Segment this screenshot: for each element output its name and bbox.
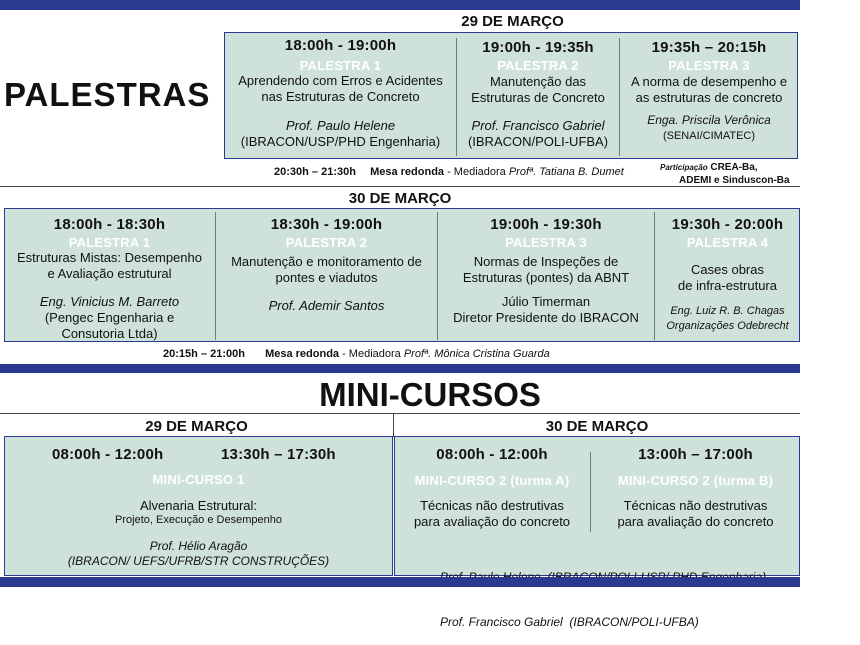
speaker-line: (IBRACON/ UEFS/UFRB/STR CONSTRUÇÕES) (67, 554, 330, 568)
speaker-line: Diretor Presidente do IBRACON (453, 310, 639, 325)
speaker-line: Júlio Timerman (501, 294, 591, 309)
talk-title (216, 254, 437, 286)
palestras-day2-talk-4 (655, 216, 800, 334)
palestras-day1-date: 29 DE MARÇO (461, 13, 564, 30)
participation-text-2: ADEMI e Sinduscon-Ba (679, 175, 790, 186)
talk-label: PALESTRA 1 (299, 58, 382, 73)
palestras-day2-date: 30 DE MARÇO (348, 190, 452, 207)
palestras-heading: PALESTRAS (4, 76, 211, 113)
title-line: A norma de desempenho e (630, 74, 788, 89)
title-line: as estruturas de concreto (635, 90, 783, 105)
title-line: de infra-estrutura (678, 278, 777, 293)
talk-time: 19:00h - 19:35h (482, 39, 594, 56)
round-table-time: 20:30h – 21:30h (274, 166, 356, 178)
talk-speaker (216, 298, 437, 314)
round-table-name: Mesa redonda (265, 348, 340, 360)
course-label: MINI-CURSO 2 (turma A) (414, 473, 570, 488)
title-line: Técnicas não destrutivas (420, 498, 564, 513)
course-title (394, 498, 590, 530)
minicurso-1 (4, 472, 393, 569)
course-label: MINI-CURSO 2 (turma B) (617, 473, 774, 488)
course-time: 13:00h – 17:00h (638, 446, 753, 463)
participation-label: Participação (660, 163, 708, 172)
talk-speaker (655, 304, 800, 334)
talk-speaker (620, 112, 798, 144)
course-speaker (4, 539, 393, 569)
speaker-line: Prof. Hélio Aragão (149, 539, 248, 553)
round-table-time: 20:15h – 21:00h (163, 348, 245, 360)
talk-title (620, 74, 798, 106)
speaker-line: Prof. Francisco Gabriel (471, 118, 605, 133)
title-line: Estruturas (pontes) da ABNT (462, 270, 630, 285)
participation-text-1: CREA-Ba, (710, 162, 758, 173)
talk-time: 19:35h – 20:15h (651, 39, 767, 56)
talk-title (225, 73, 456, 105)
round-table-sep: - Mediadora (444, 166, 509, 178)
round-table-sep: - Mediadora (339, 348, 404, 360)
title-line: para avaliação do concreto (617, 514, 774, 529)
talk-time: 19:30h - 20:00h (671, 216, 784, 233)
course-time: 08:00h - 12:00h (436, 446, 548, 463)
speaker-line: Prof. Paulo Helene (285, 118, 396, 133)
separator-line (0, 186, 800, 187)
round-table-mediator: Profª. Mônica Cristina Guarda (403, 348, 550, 360)
minicursos-heading: MINI-CURSOS (319, 376, 541, 413)
round-table-mediator: Profª. Tatiana B. Dumet (508, 166, 624, 178)
minicurso1-time-b: 13:30h – 17:30h (221, 446, 336, 463)
course-label: MINI-CURSO 1 (152, 472, 245, 487)
speaker-line: Consutoria Ltda) (61, 326, 158, 341)
title-line: pontes e viadutos (275, 270, 378, 285)
minicurso-2-speakers (440, 540, 766, 645)
minicursos-day2-date: 30 DE MARÇO (545, 418, 649, 435)
palestras-day1-talk-3 (620, 39, 798, 144)
talk-time: 19:00h - 19:30h (490, 216, 602, 233)
title-line: e Avaliação estrutural (47, 266, 172, 281)
minicurso-2-turma-a (394, 446, 590, 530)
bottom-bar (0, 577, 800, 587)
talk-label: PALESTRA 2 (497, 58, 579, 73)
course-subtitle: Projeto, Execução e Desempenho (115, 514, 282, 526)
title-line: nas Estruturas de Concreto (261, 89, 420, 104)
palestras-day1-round-table (274, 166, 624, 178)
top-bar (0, 0, 800, 10)
talk-title (438, 254, 654, 286)
speaker-line: Prof. Francisco Gabriel (IBRACON/POLI-UFBA) (440, 615, 699, 629)
palestras-day1-talk-2 (457, 39, 619, 150)
talk-label: PALESTRA 3 (505, 235, 587, 250)
talk-speaker (4, 294, 215, 342)
course-title (591, 498, 800, 530)
palestras-day2-talk-3 (438, 216, 654, 326)
talk-title (655, 262, 800, 294)
title-line: Estruturas de Concreto (471, 90, 605, 105)
talk-label: PALESTRA 1 (68, 235, 151, 250)
speaker-line: Prof. Ademir Santos (268, 298, 385, 313)
section-bar (0, 364, 800, 373)
separator-line (0, 413, 800, 414)
talk-title (4, 250, 215, 282)
round-table-name: Mesa redonda (370, 166, 445, 178)
participation-note (660, 161, 790, 187)
title-line: Técnicas não destrutivas (623, 498, 768, 513)
title-line: Cases obras (691, 262, 764, 277)
minicurso1-time-a: 08:00h - 12:00h (52, 446, 164, 463)
title-line: Normas de Inspeções de (473, 254, 619, 269)
talk-label: PALESTRA 3 (668, 58, 750, 73)
talk-time: 18:30h - 19:00h (270, 216, 383, 233)
speaker-line: Organizações Odebrecht (666, 320, 789, 332)
speaker-line: (IBRACON/USP/PHD Engenharia) (240, 134, 441, 149)
talk-speaker (457, 118, 619, 150)
title-line: para avaliação do concreto (413, 514, 571, 529)
speaker-line: (SENAI/CIMATEC) (662, 130, 756, 142)
palestras-day1-talk-1 (225, 37, 456, 150)
speaker-line: (Pengec Engenharia e (44, 310, 175, 325)
minicurso-2-turma-b (591, 446, 800, 530)
speaker-line: Enga. Priscila Verônica (647, 113, 771, 127)
talk-label: PALESTRA 2 (285, 235, 368, 250)
speaker-line: (IBRACON/POLI-UFBA) (467, 134, 609, 149)
palestras-day2-round-table (163, 348, 550, 360)
course-title: Alvenaria Estrutural: (139, 498, 258, 513)
talk-title (457, 74, 619, 106)
title-line: Manutenção das (489, 74, 587, 89)
talk-speaker (438, 294, 654, 326)
title-line: Estruturas Mistas: Desempenho (17, 250, 202, 265)
speaker-line: Eng. Luiz R. B. Chagas (670, 305, 785, 317)
minicursos-day1-date: 29 DE MARÇO (145, 418, 248, 435)
talk-time: 18:00h - 18:30h (53, 216, 166, 233)
speaker-line: Eng. Vinicius M. Barreto (39, 294, 180, 309)
talk-speaker (225, 118, 456, 150)
palestras-day2-talk-2 (216, 216, 437, 314)
title-line: Manutenção e monitoramento de (231, 254, 422, 269)
talk-time: 18:00h - 19:00h (284, 37, 397, 54)
talk-label: PALESTRA 4 (686, 235, 769, 250)
palestras-day2-talk-1 (4, 216, 215, 342)
title-line: Aprendendo com Erros e Acidentes (238, 73, 443, 88)
